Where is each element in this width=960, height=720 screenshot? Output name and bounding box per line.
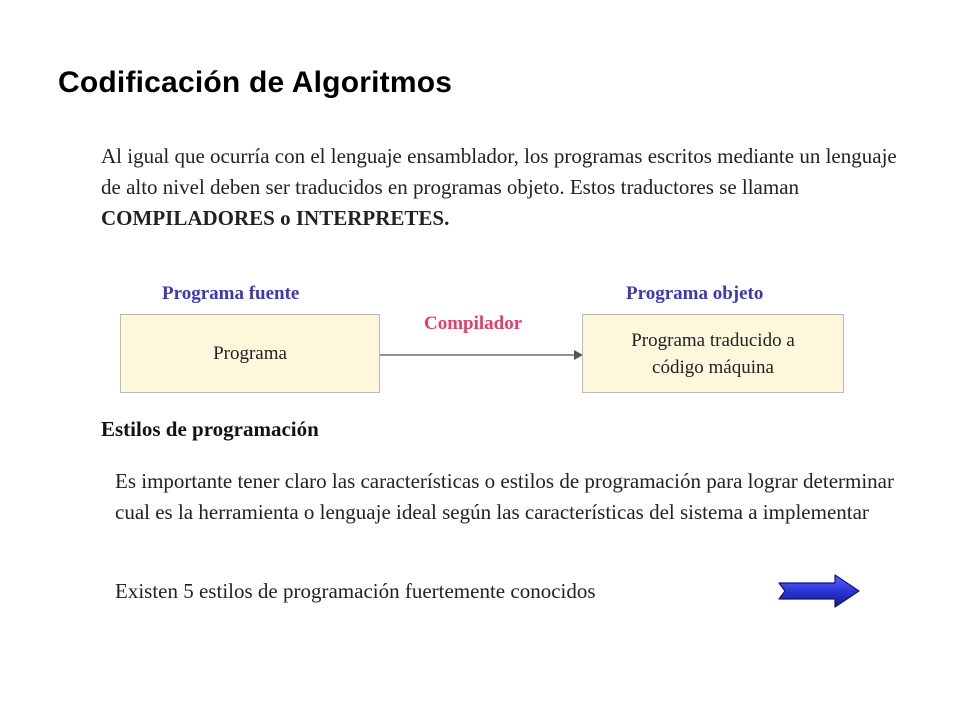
object-program-label: Programa objeto: [626, 283, 764, 304]
object-program-box-line1: Programa traducido a: [631, 329, 795, 351]
intro-paragraph: [101, 141, 901, 234]
term-compiladores: COMPILADORES: [101, 206, 275, 230]
object-program-box: [582, 314, 844, 393]
page-title: Codificación de Algoritmos: [58, 66, 453, 99]
term-connector: o: [274, 206, 296, 230]
right-arrow-icon[interactable]: [777, 574, 861, 608]
section-paragraph: Es importante tener claro las características o estilos de programación para lograr determinar cual es la herramienta o lenguaje ideal según las características del sistema a implementar: [115, 469, 894, 524]
section-note: Existen 5 estilos de programación fuertemente conocidos: [115, 579, 596, 603]
flow-arrow-icon: [380, 345, 586, 365]
intro-end: .: [444, 206, 450, 230]
source-program-label: Programa fuente: [162, 283, 300, 304]
term-interpretes: INTERPRETES: [295, 206, 445, 230]
intro-text: Al igual que ocurría con el lenguaje ensamblador, los programas escritos mediante un lenguaje de alto nivel deben ser traducidos en programas objeto. Estos traductores se llaman: [101, 144, 897, 199]
source-program-box: [120, 314, 380, 393]
source-program-box-text: Programa: [213, 343, 287, 364]
section-heading: Estilos de programación: [101, 417, 319, 441]
compiler-label: Compilador: [424, 313, 523, 334]
object-program-box-line2: código máquina: [652, 356, 774, 378]
